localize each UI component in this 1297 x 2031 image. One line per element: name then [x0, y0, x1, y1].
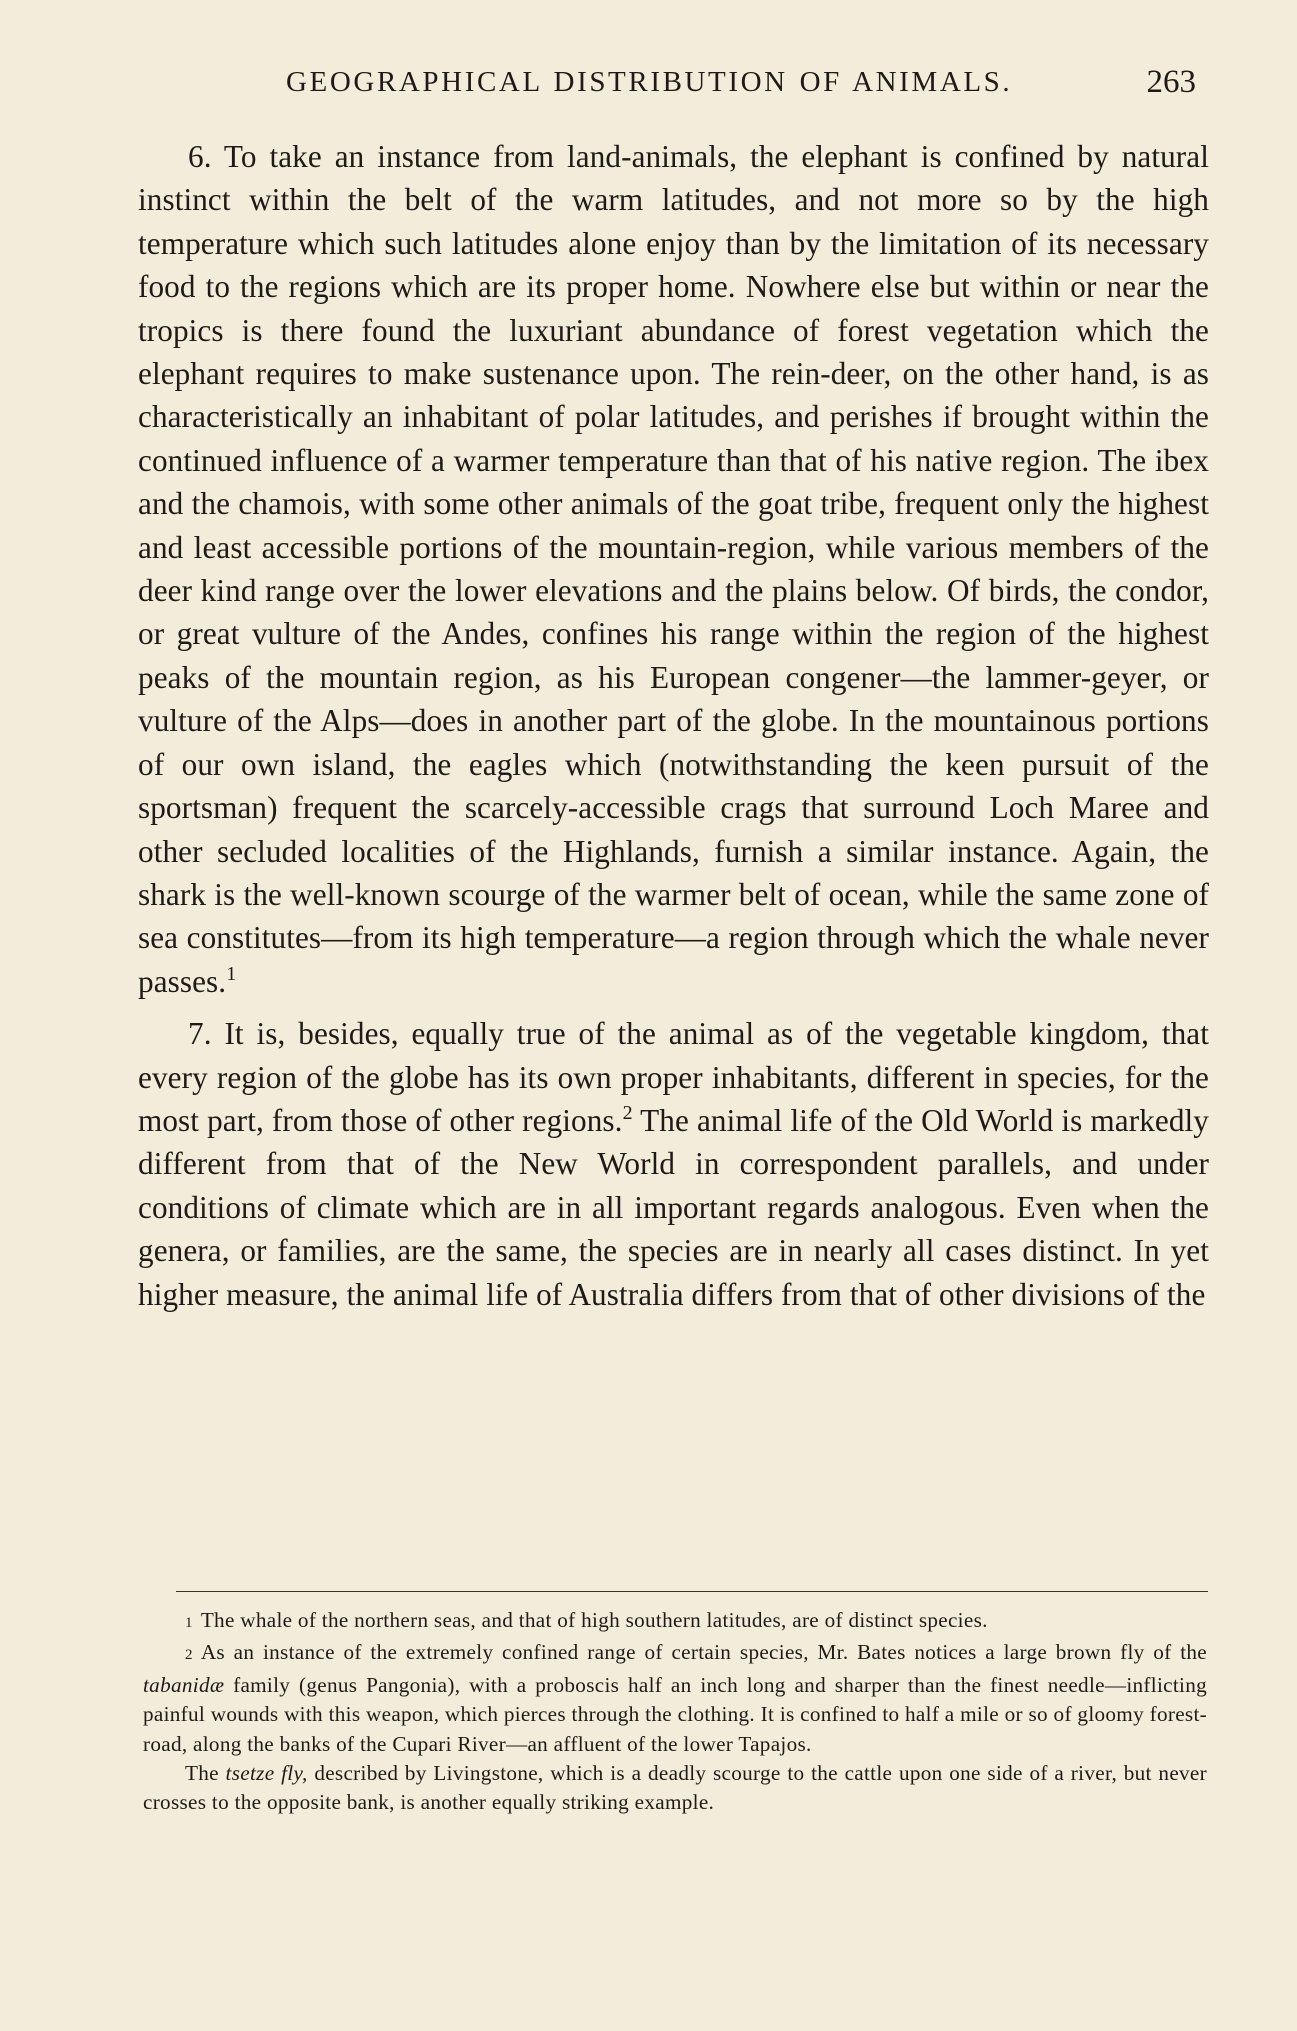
footnote-mark: 2 — [185, 1647, 193, 1664]
footnote-reference: 2 — [622, 1101, 633, 1124]
page-number: 263 — [1146, 64, 1196, 100]
footnote-italic-term: tsetze fly, — [225, 1761, 308, 1786]
paragraph-text: To take an instance from land-animals, the elephant is confined by natural instinct within the belt of the warm latitudes, and not more so by the high temperature which such latitudes alone enjoy than by the limitation of its necessary food to the regions which are its proper home. Nowhere else but within or near the tropics is there found the luxuriant abundance of forest vegetation which the elephant requires to make sustenance upon. The rein-deer, on the other hand, is as characteristically an inhabitant of polar latitudes, and perishes if brought within the continued influence of a warmer temperature than that of his native region. The ibex and the chamois, with some other animals of the goat tribe, frequent only the highest and least accessible portions of the mountain-region, while various members of the deer kind range over the lower elevations and the plains below. Of birds, the condor, or great vulture of the Andes, confines his range within the region of the highest peaks of the mountain region, as his European congener—the lammer-geyer, or vulture of the Alps—does in another part of the globe. In the mountainous portions of our own island, the eagles which (notwithstanding the keen pursuit of the sportsman) frequent the scarcely-accessible crags that surround Loch Maree and other secluded localities of the Highlands, furnish a similar instance. Again, the shark is the well-known scourge of the warmer belt of ocean, while the same zone of sea constitutes—from its high temperature—a region through which the whale never passes. — [138, 139, 1209, 999]
paragraph-text-continued: The animal life of the Old World is markedly different from that of the New World in correspondent parallels, and under conditions of climate which are in all important regards analogous. Even when the genera, or families, are the same, the species are in nearly all cases distinct. In yet higher measure, the animal life of Australia differs from that of other divisions of the — [138, 1102, 1209, 1312]
paragraph-number: 6. — [188, 139, 212, 174]
paragraph-7 — [138, 1012, 1209, 1316]
footnote-mark: 1 — [185, 1615, 193, 1631]
footnotes — [143, 1606, 1207, 1818]
footnote-italic-term: tabanidæ — [143, 1672, 225, 1697]
footnote-2-continued — [143, 1759, 1207, 1818]
footnote-text: As an instance of the extremely confined range of certain species, Mr. Bates notices a large brown fly of the — [200, 1640, 1207, 1665]
paragraph-text: It is, besides, equally true of the animal as of the vegetable kingdom, that every region of the globe has its own proper inhabitants, different in species, for the most part, from those of other regions. — [138, 1016, 1209, 1138]
paragraph-6 — [138, 135, 1209, 1003]
paragraph-number: 7. — [188, 1016, 212, 1052]
footnote-text: The whale of the northern seas, and that of high southern latitudes, are of distinct species. — [200, 1608, 988, 1632]
body-text — [138, 135, 1209, 1316]
footnote-text-continued: family (genus Pangonia), with a proboscis half an inch long and sharper than the finest needle—inflicting painful wounds with this weapon, which pierces through the clothing. It is confined to half a mile or so of gloomy forest-road, along the banks of the Cupari River—an affluent of the lower Tapajos. — [143, 1672, 1207, 1756]
footnote-text-continued: described by Livingstone, which is a deadly scourge to the cattle upon one side of a river, but never crosses to the opposite bank, is another equally striking example. — [143, 1761, 1207, 1815]
footnote-1 — [143, 1606, 1207, 1638]
footnote-reference: 1 — [226, 962, 237, 985]
footnote-divider — [176, 1591, 1208, 1592]
running-title: GEOGRAPHICAL DISTRIBUTION OF ANIMALS. — [286, 66, 1013, 98]
footnote-2 — [143, 1638, 1207, 1759]
footnote-text: The — [185, 1761, 219, 1786]
running-head — [138, 66, 1196, 106]
